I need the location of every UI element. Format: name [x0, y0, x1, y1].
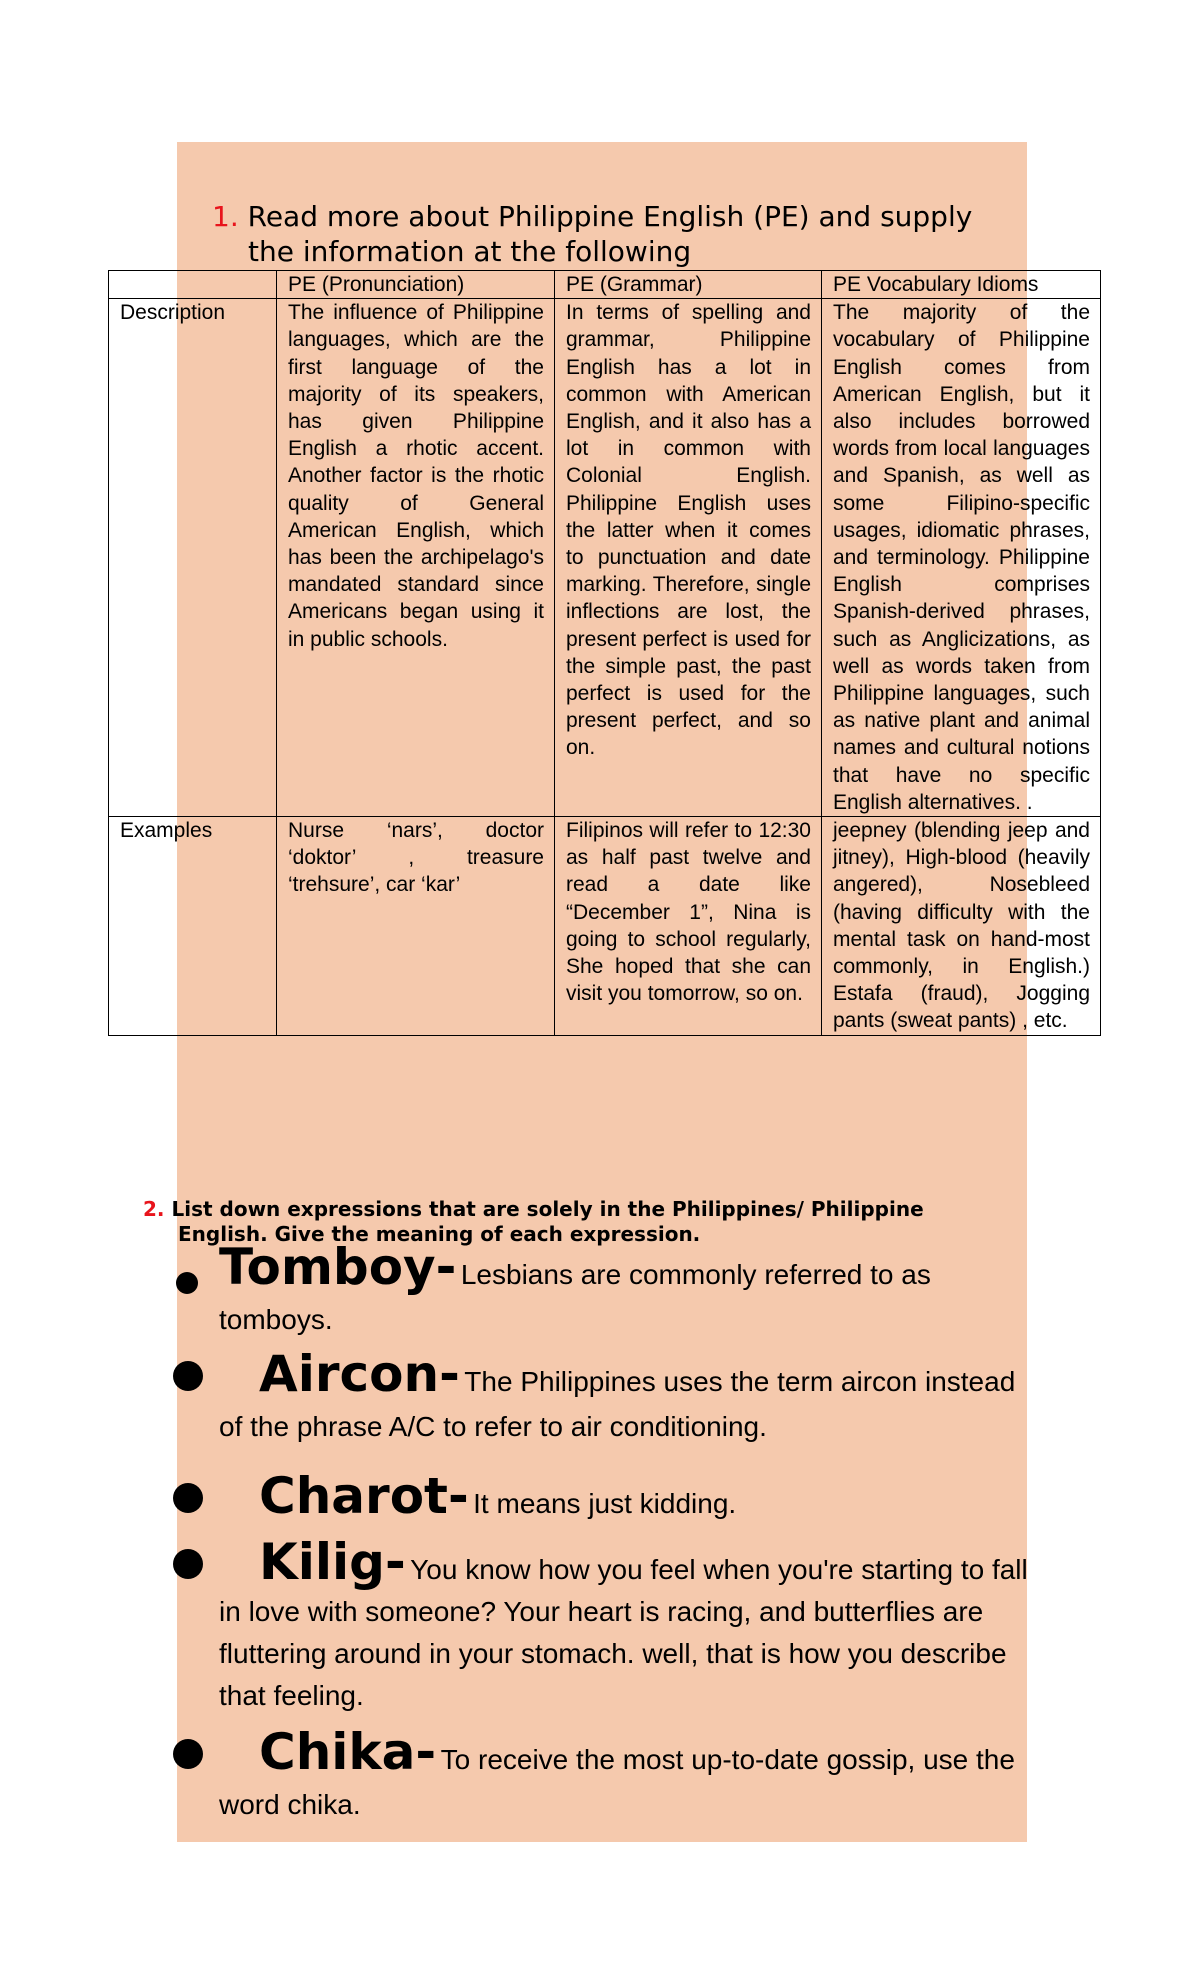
term-word: Aircon-	[259, 1345, 460, 1403]
table-header-row	[109, 271, 1101, 299]
term-word: Kilig-	[259, 1533, 406, 1591]
list-item-tomboy	[176, 1238, 1036, 1346]
bullet-icon	[173, 1361, 203, 1391]
question-1-number: 1.	[212, 200, 239, 233]
table-header-vocabulary: PE Vocabulary Idioms	[822, 271, 1101, 299]
term-word: Chika-	[259, 1723, 437, 1781]
question-2-text-line1: List down expressions that are solely in the Philippines/ Philippine	[171, 1197, 924, 1221]
question-1-text-line1: Read more about Philippine English (PE) and supply	[247, 200, 973, 233]
table-header-corner	[109, 271, 277, 299]
table-header-grammar: PE (Grammar)	[555, 271, 822, 299]
row-label-examples: Examples	[109, 817, 277, 1036]
term-word: Charot-	[259, 1467, 469, 1525]
examples-pronunciation-cell: Nurse ‘nars’, doctor ‘doktor’ , treasure ‘trehsure’, car ‘kar’	[277, 817, 555, 1036]
description-grammar-cell: In terms of spelling and grammar, Philippine English has a lot in common with American English, and it also has a lot in common with Colonial English. Philippine English uses the latter when it comes to punctuation and date marking. Therefore, single inflections are lost, the present perfect is used for the simple past, the past perfect is used for the present perfect, and so on.	[555, 299, 822, 817]
bullet-icon	[173, 1549, 203, 1579]
question-2-number: 2.	[143, 1197, 165, 1221]
term-word: Tomboy-	[219, 1238, 457, 1296]
bullet-icon	[176, 1272, 198, 1294]
row-label-description: Description	[109, 299, 277, 817]
table-row-description	[109, 299, 1101, 817]
bullet-icon	[173, 1739, 203, 1769]
list-item-aircon	[176, 1345, 1036, 1453]
table-header-pronunciation: PE (Pronunciation)	[277, 271, 555, 299]
expressions-list	[176, 1238, 1036, 1831]
table-row-examples	[109, 817, 1101, 1036]
description-pronunciation-cell: The influence of Philippine languages, which are the first language of the majority of its speakers, has given Philippine English a rhotic accent. Another factor is the rhotic quality of General American English, which has been the archipelago's mandated standard since Americans began using it in public schools.	[277, 299, 555, 817]
list-item-charot	[176, 1467, 1036, 1530]
term-definition: To receive the most up-to-date gossip, use the word chika.	[219, 1744, 1015, 1820]
list-item-kilig	[176, 1533, 1036, 1719]
bullet-icon	[173, 1483, 203, 1513]
description-vocabulary-cell: The majority of the vocabulary of Philippine English comes from American English, but it also includes borrowed words from local languages and Spanish, as well as some Filipino-specific usages, idiomatic phrases, and terminology. Philippine English comprises Spanish-derived phrases, such as Anglicizations, as well as words taken from Philippine languages, such as native plant and animal names and cultural notions that have no specific English alternatives. .	[822, 299, 1101, 817]
question-1-heading	[212, 199, 1032, 269]
philippine-english-table	[108, 270, 1101, 1036]
term-definition: It means just kidding.	[473, 1488, 737, 1519]
list-item-chika	[176, 1723, 1036, 1831]
question-2-text-line2: English. Give the meaning of each expression.	[178, 1222, 701, 1246]
examples-vocabulary-cell: jeepney (blending jeep and jitney), High-blood (heavily angered), Nosebleed (having difficulty with the mental task on hand-most commonly, in English.) Estafa (fraud), Jogging pants (sweat pants) , etc.	[822, 817, 1101, 1036]
term-definition: The Philippines uses the term aircon instead of the phrase A/C to refer to air conditioning.	[219, 1366, 1016, 1442]
examples-grammar-cell: Filipinos will refer to 12:30 as half past twelve and read a date like “December 1”, Nina is going to school regularly, She hoped that she can visit you tomorrow, so on.	[555, 817, 822, 1036]
term-definition: You know how you feel when you're starting to fall in love with someone? Your heart is racing, and butterflies are fluttering around in your stomach. well, that is how you describe that feeling.	[219, 1554, 1028, 1711]
term-definition: Lesbians are commonly referred to as tomboys.	[219, 1259, 931, 1335]
question-1-text-line2: the information at the following	[248, 235, 692, 268]
